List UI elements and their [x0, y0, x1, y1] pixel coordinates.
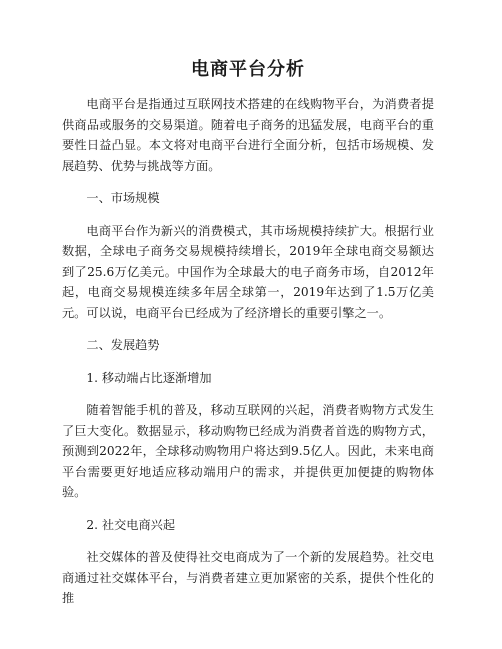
- mobile-paragraph: 随着智能手机的普及，移动互联网的兴起，消费者购物方式发生了巨大变化。数据显示，移动购物已经成为消费者首选的购物方式，预测到2022年，全球移动购物用户将达到9.5亿人。因此，未来电商平台需要更好地适应移动端用户的需求，并提供更加便捷的购物体验。: [62, 403, 434, 499]
- social-commerce-paragraph: 社交媒体的普及使得社交电商成为了一个新的发展趋势。社交电商通过社交媒体平台，与消费者建立更加紧密的关系，提供个性化的推: [62, 550, 434, 605]
- market-size-paragraph: 电商平台作为新兴的消费模式，其市场规模持续扩大。根据行业数据，全球电子商务交易规模持续增长，2019年全球电商交易额达到了25.6万亿美元。中国作为全球最大的电子商务市场，自2012年起，电商交易规模连续多年居全球第一，2019年达到了1.5万亿美元。可以说，电商平台已经成为了经济增长的重要引擎之一。: [62, 223, 434, 320]
- section-heading-market-size: 一、市场规模: [86, 191, 160, 205]
- intro-paragraph: 电商平台是指通过互联网技术搭建的在线购物平台，为消费者提供商品或服务的交易渠道。随着电子商务的迅猛发展，电商平台的重要性日益凸显。本文将对电商平台进行全面分析，包括市场规模、发展趋势、优势与挑战等方面。: [62, 97, 434, 173]
- subheading-social-commerce: 2. 社交电商兴起: [86, 517, 176, 532]
- section-heading-trends: 二、发展趋势: [86, 338, 160, 352]
- document-title: 电商平台分析: [191, 59, 305, 80]
- subheading-mobile: 1. 移动端占比逐渐增加: [86, 370, 212, 385]
